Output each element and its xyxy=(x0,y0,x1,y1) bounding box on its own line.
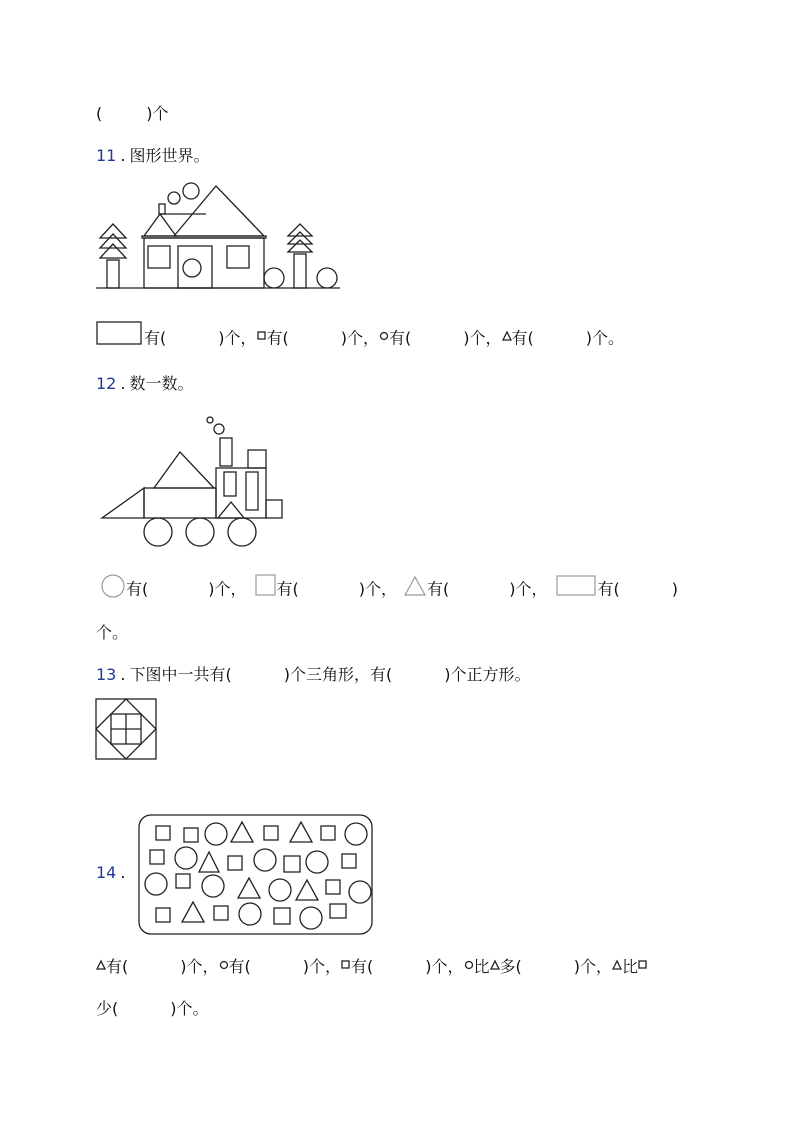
unit-text: 个。 xyxy=(96,623,129,642)
compare-word: 比 xyxy=(473,957,490,976)
triangle-icon xyxy=(403,575,427,597)
circle-count-label: 有( xyxy=(126,579,149,599)
smoke-small xyxy=(207,417,213,423)
question-dot: . xyxy=(120,146,126,165)
paren-close: )个， xyxy=(340,328,379,348)
nested-squares-figure xyxy=(95,698,157,760)
question-dot: . xyxy=(120,665,126,684)
question-dot: . xyxy=(120,863,126,882)
body-rectangle xyxy=(144,488,216,518)
square-icon xyxy=(255,574,277,598)
rectangle-icon xyxy=(96,321,144,347)
top-triangle xyxy=(154,452,214,488)
circle-icon xyxy=(464,960,474,970)
square-count-label: 有( xyxy=(266,328,289,348)
paren-close: )个。 xyxy=(170,999,209,1018)
triangle-count-label: 有( xyxy=(106,957,129,976)
square-count-label: 有( xyxy=(351,957,374,976)
rectangle-icon xyxy=(556,574,598,598)
question-text: )个三角形，有( xyxy=(283,665,393,684)
q14-answer-line-2 xyxy=(96,998,209,1020)
house xyxy=(142,183,266,288)
window-right xyxy=(246,472,258,510)
smoke-large xyxy=(214,424,224,434)
paren-close: )个， xyxy=(509,579,548,599)
compare-word: 比 xyxy=(622,957,639,976)
chimney xyxy=(220,438,232,466)
question-title: 图形世界。 xyxy=(129,146,210,165)
wheel-2 xyxy=(186,518,214,546)
q11-answer-line xyxy=(96,326,624,352)
square-icon xyxy=(341,960,351,970)
triangle-icon xyxy=(612,960,622,970)
window-left xyxy=(224,472,236,496)
square-count-label: 有( xyxy=(276,579,299,599)
tree-right xyxy=(288,224,312,288)
paren-close: )个， xyxy=(218,328,257,348)
triangle-count-label: 有( xyxy=(511,328,534,348)
square-icon xyxy=(257,331,267,341)
small-triangle xyxy=(218,502,244,518)
triangle-icon xyxy=(502,331,512,341)
paren-close: )个， xyxy=(573,957,613,976)
ball-left xyxy=(264,268,284,288)
tree-left xyxy=(100,224,126,288)
circle-count-label: 有( xyxy=(389,328,412,348)
more-label: 多( xyxy=(499,957,522,976)
circle-icon xyxy=(100,573,126,599)
train-figure xyxy=(100,410,300,550)
rect-count-label: 有( xyxy=(144,328,167,348)
q14-answer-line-1 xyxy=(96,956,648,978)
q12-heading xyxy=(96,373,193,395)
paren-close: )个， xyxy=(463,328,502,348)
square-icon xyxy=(638,960,648,970)
question-title: 数一数。 xyxy=(129,374,194,393)
paren-close: )个， xyxy=(180,957,219,976)
rect-count-label: 有( xyxy=(597,579,620,599)
q12-answer-tail xyxy=(96,622,128,644)
wheel-3 xyxy=(228,518,256,546)
q12-answer-line xyxy=(100,577,678,603)
paren-open: ( xyxy=(96,104,103,123)
paren-close: )个， xyxy=(302,957,341,976)
paren-close: )个。 xyxy=(585,328,624,348)
paren-close: )个， xyxy=(358,579,397,599)
question-number: 12 xyxy=(96,374,117,393)
fewer-label: 少( xyxy=(96,999,119,1018)
paren-close: )个， xyxy=(208,579,247,599)
cab-top-square xyxy=(248,450,266,468)
prev-answer-line xyxy=(96,103,169,125)
paren-close-unit: )个 xyxy=(146,104,169,123)
front-square xyxy=(266,500,282,518)
question-number: 13 xyxy=(96,665,117,684)
shapes-board-figure xyxy=(138,814,374,936)
nose-triangle xyxy=(102,488,144,518)
question-number: 11 xyxy=(96,146,117,165)
q11-heading xyxy=(96,145,209,167)
q13-heading xyxy=(96,664,530,686)
paren-close: )个， xyxy=(425,957,464,976)
circle-count-label: 有( xyxy=(228,957,251,976)
circle-icon xyxy=(219,960,229,970)
house-scene-figure xyxy=(96,178,356,298)
question-number: 14 xyxy=(96,863,117,882)
q14-number xyxy=(96,862,129,884)
paren-close: ) xyxy=(671,579,678,599)
triangle-icon xyxy=(490,960,500,970)
question-dot: . xyxy=(120,374,126,393)
question-text: 下图中一共有( xyxy=(129,665,232,684)
triangle-count-label: 有( xyxy=(427,579,450,599)
triangle-icon xyxy=(96,960,106,970)
wheel-1 xyxy=(144,518,172,546)
circle-icon xyxy=(379,331,389,341)
ball-right xyxy=(317,268,337,288)
question-text: )个正方形。 xyxy=(444,665,531,684)
